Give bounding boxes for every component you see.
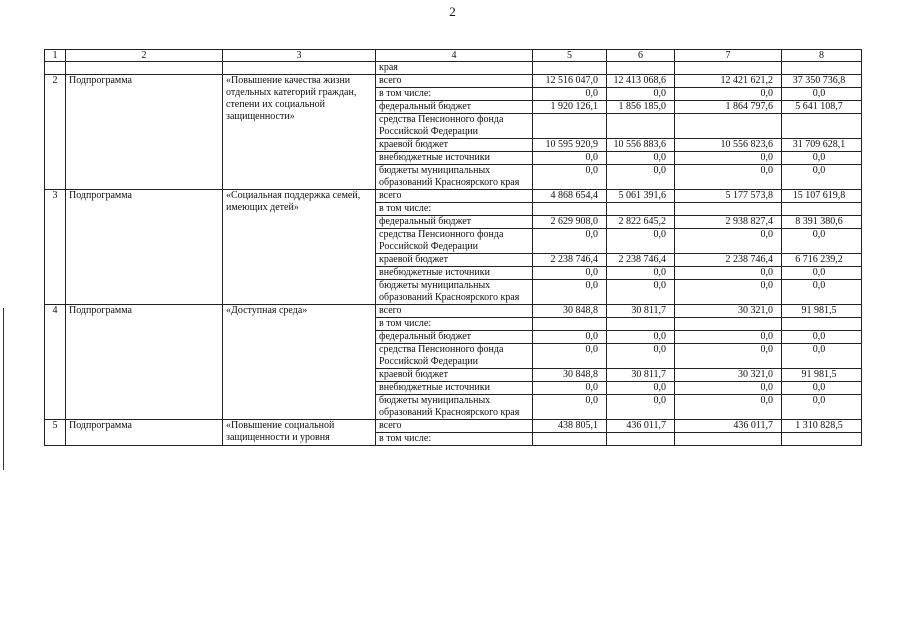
budget-table	[44, 49, 862, 446]
year-value: 0,0	[607, 152, 675, 165]
year-value: 0,0	[533, 152, 607, 165]
year-value: 2 238 746,4	[533, 254, 607, 267]
total-value: 1 310 828,5	[782, 420, 862, 433]
year-value: 0,0	[607, 88, 675, 101]
year-value: 0,0	[533, 267, 607, 280]
column-number: 1	[45, 50, 66, 62]
year-value: 1 864 797,6	[675, 101, 782, 114]
total-value: 91 981,5	[782, 305, 862, 318]
column-number: 6	[607, 50, 675, 62]
year-value: 436 011,7	[675, 420, 782, 433]
year-value: 10 556 883,6	[607, 139, 675, 152]
total-value: 15 107 619,8	[782, 190, 862, 203]
year-value: 0,0	[675, 395, 782, 420]
year-value: 0,0	[533, 280, 607, 305]
year-value: 438 805,1	[533, 420, 607, 433]
year-value	[675, 318, 782, 331]
row-number: 4	[45, 305, 66, 420]
year-value: 0,0	[675, 152, 782, 165]
row-number: 2	[45, 75, 66, 190]
year-value: 5 177 573,8	[675, 190, 782, 203]
table-row	[45, 420, 862, 433]
funding-source: всего	[376, 305, 533, 318]
total-value	[782, 433, 862, 446]
year-value	[675, 114, 782, 139]
year-value: 5 061 391,6	[607, 190, 675, 203]
funding-source: краевой бюджет	[376, 369, 533, 382]
column-number: 7	[675, 50, 782, 62]
funding-source: края	[376, 62, 533, 75]
funding-source: в том числе:	[376, 203, 533, 216]
total-value: 0,0	[782, 152, 862, 165]
margin-line	[3, 308, 4, 470]
funding-source: федеральный бюджет	[376, 101, 533, 114]
year-value: 0,0	[533, 331, 607, 344]
funding-source: внебюджетные источники	[376, 267, 533, 280]
row-number: 5	[45, 420, 66, 446]
year-value: 30 848,8	[533, 369, 607, 382]
total-value: 0,0	[782, 331, 862, 344]
table-row	[45, 62, 862, 75]
funding-source: федеральный бюджет	[376, 331, 533, 344]
total-value: 0,0	[782, 229, 862, 254]
funding-source: внебюджетные источники	[376, 152, 533, 165]
funding-source: в том числе:	[376, 88, 533, 101]
year-value: 2 238 746,4	[607, 254, 675, 267]
funding-source: краевой бюджет	[376, 139, 533, 152]
year-value: 0,0	[533, 229, 607, 254]
table-body	[45, 50, 862, 446]
year-value: 30 811,7	[607, 305, 675, 318]
subprogram-name: «Повышение качества жизни отдельных категорий граждан, степени их социальной защищенности»	[223, 75, 376, 190]
year-value: 1 856 185,0	[607, 101, 675, 114]
total-value: 0,0	[782, 165, 862, 190]
funding-source: бюджеты муниципальных образований Красноярского края	[376, 395, 533, 420]
year-value	[675, 433, 782, 446]
funding-source: всего	[376, 75, 533, 88]
year-value: 30 321,0	[675, 369, 782, 382]
year-value: 0,0	[675, 165, 782, 190]
total-value: 6 716 239,2	[782, 254, 862, 267]
total-value: 91 981,5	[782, 369, 862, 382]
year-value: 12 413 068,6	[607, 75, 675, 88]
total-value: 0,0	[782, 344, 862, 369]
total-value: 0,0	[782, 88, 862, 101]
total-value: 0,0	[782, 267, 862, 280]
funding-source: средства Пенсионного фонда Российской Федерации	[376, 344, 533, 369]
year-value	[607, 318, 675, 331]
column-number: 4	[376, 50, 533, 62]
year-value: 0,0	[607, 280, 675, 305]
year-value	[533, 318, 607, 331]
column-number: 2	[66, 50, 223, 62]
year-value: 0,0	[675, 88, 782, 101]
total-value: 0,0	[782, 280, 862, 305]
total-value: 5 641 108,7	[782, 101, 862, 114]
year-value	[533, 433, 607, 446]
total-value: 0,0	[782, 382, 862, 395]
year-value: 0,0	[533, 395, 607, 420]
year-value	[607, 433, 675, 446]
table-row	[45, 305, 862, 318]
year-value: 2 938 827,4	[675, 216, 782, 229]
column-number: 3	[223, 50, 376, 62]
year-value: 10 595 920,9	[533, 139, 607, 152]
year-value: 10 556 823,6	[675, 139, 782, 152]
total-value: 0,0	[782, 395, 862, 420]
year-value: 1 920 126,1	[533, 101, 607, 114]
funding-source: федеральный бюджет	[376, 216, 533, 229]
funding-source: в том числе:	[376, 433, 533, 446]
year-value: 0,0	[675, 280, 782, 305]
subprogram-name: «Доступная среда»	[223, 305, 376, 420]
funding-source: бюджеты муниципальных образований Красноярского края	[376, 280, 533, 305]
year-value: 30 848,8	[533, 305, 607, 318]
funding-source: бюджеты муниципальных образований Красноярского края	[376, 165, 533, 190]
subprogram-type: Подпрограмма	[66, 305, 223, 420]
year-value: 12 516 047,0	[533, 75, 607, 88]
column-number-row	[45, 50, 862, 62]
year-value	[675, 203, 782, 216]
funding-source: краевой бюджет	[376, 254, 533, 267]
year-value: 0,0	[607, 344, 675, 369]
funding-source: всего	[376, 190, 533, 203]
year-value: 0,0	[533, 344, 607, 369]
year-value: 0,0	[675, 331, 782, 344]
column-number: 8	[782, 50, 862, 62]
column-number: 5	[533, 50, 607, 62]
total-value: 37 350 736,8	[782, 75, 862, 88]
funding-source: всего	[376, 420, 533, 433]
year-value: 0,0	[607, 229, 675, 254]
subprogram-type: Подпрограмма	[66, 420, 223, 446]
total-value: 31 709 628,1	[782, 139, 862, 152]
year-value: 0,0	[675, 229, 782, 254]
year-value: 0,0	[675, 267, 782, 280]
year-value: 12 421 621,2	[675, 75, 782, 88]
funding-source: внебюджетные источники	[376, 382, 533, 395]
year-value: 2 822 645,2	[607, 216, 675, 229]
year-value: 2 629 908,0	[533, 216, 607, 229]
row-number: 3	[45, 190, 66, 305]
year-value	[607, 114, 675, 139]
year-value	[533, 114, 607, 139]
funding-source: в том числе:	[376, 318, 533, 331]
subprogram-type: Подпрограмма	[66, 75, 223, 190]
year-value: 0,0	[607, 382, 675, 395]
year-value: 0,0	[607, 395, 675, 420]
table-row	[45, 75, 862, 88]
total-value	[782, 203, 862, 216]
page-number: 2	[449, 4, 456, 19]
year-value: 2 238 746,4	[675, 254, 782, 267]
year-value: 0,0	[675, 344, 782, 369]
year-value: 0,0	[607, 331, 675, 344]
funding-source: средства Пенсионного фонда Российской Федерации	[376, 229, 533, 254]
table-row	[45, 190, 862, 203]
funding-source: средства Пенсионного фонда Российской Федерации	[376, 114, 533, 139]
year-value	[607, 203, 675, 216]
year-value: 4 868 654,4	[533, 190, 607, 203]
total-value	[782, 114, 862, 139]
year-value	[533, 203, 607, 216]
subprogram-name: «Социальная поддержка семей, имеющих детей»	[223, 190, 376, 305]
subprogram-type: Подпрограмма	[66, 190, 223, 305]
total-value	[782, 318, 862, 331]
subprogram-name: «Повышение социальной защищенности и уровня	[223, 420, 376, 446]
year-value: 30 321,0	[675, 305, 782, 318]
total-value: 8 391 380,6	[782, 216, 862, 229]
year-value: 436 011,7	[607, 420, 675, 433]
year-value: 0,0	[533, 382, 607, 395]
year-value: 30 811,7	[607, 369, 675, 382]
year-value: 0,0	[607, 165, 675, 190]
year-value: 0,0	[533, 165, 607, 190]
year-value: 0,0	[607, 267, 675, 280]
year-value: 0,0	[675, 382, 782, 395]
year-value: 0,0	[533, 88, 607, 101]
